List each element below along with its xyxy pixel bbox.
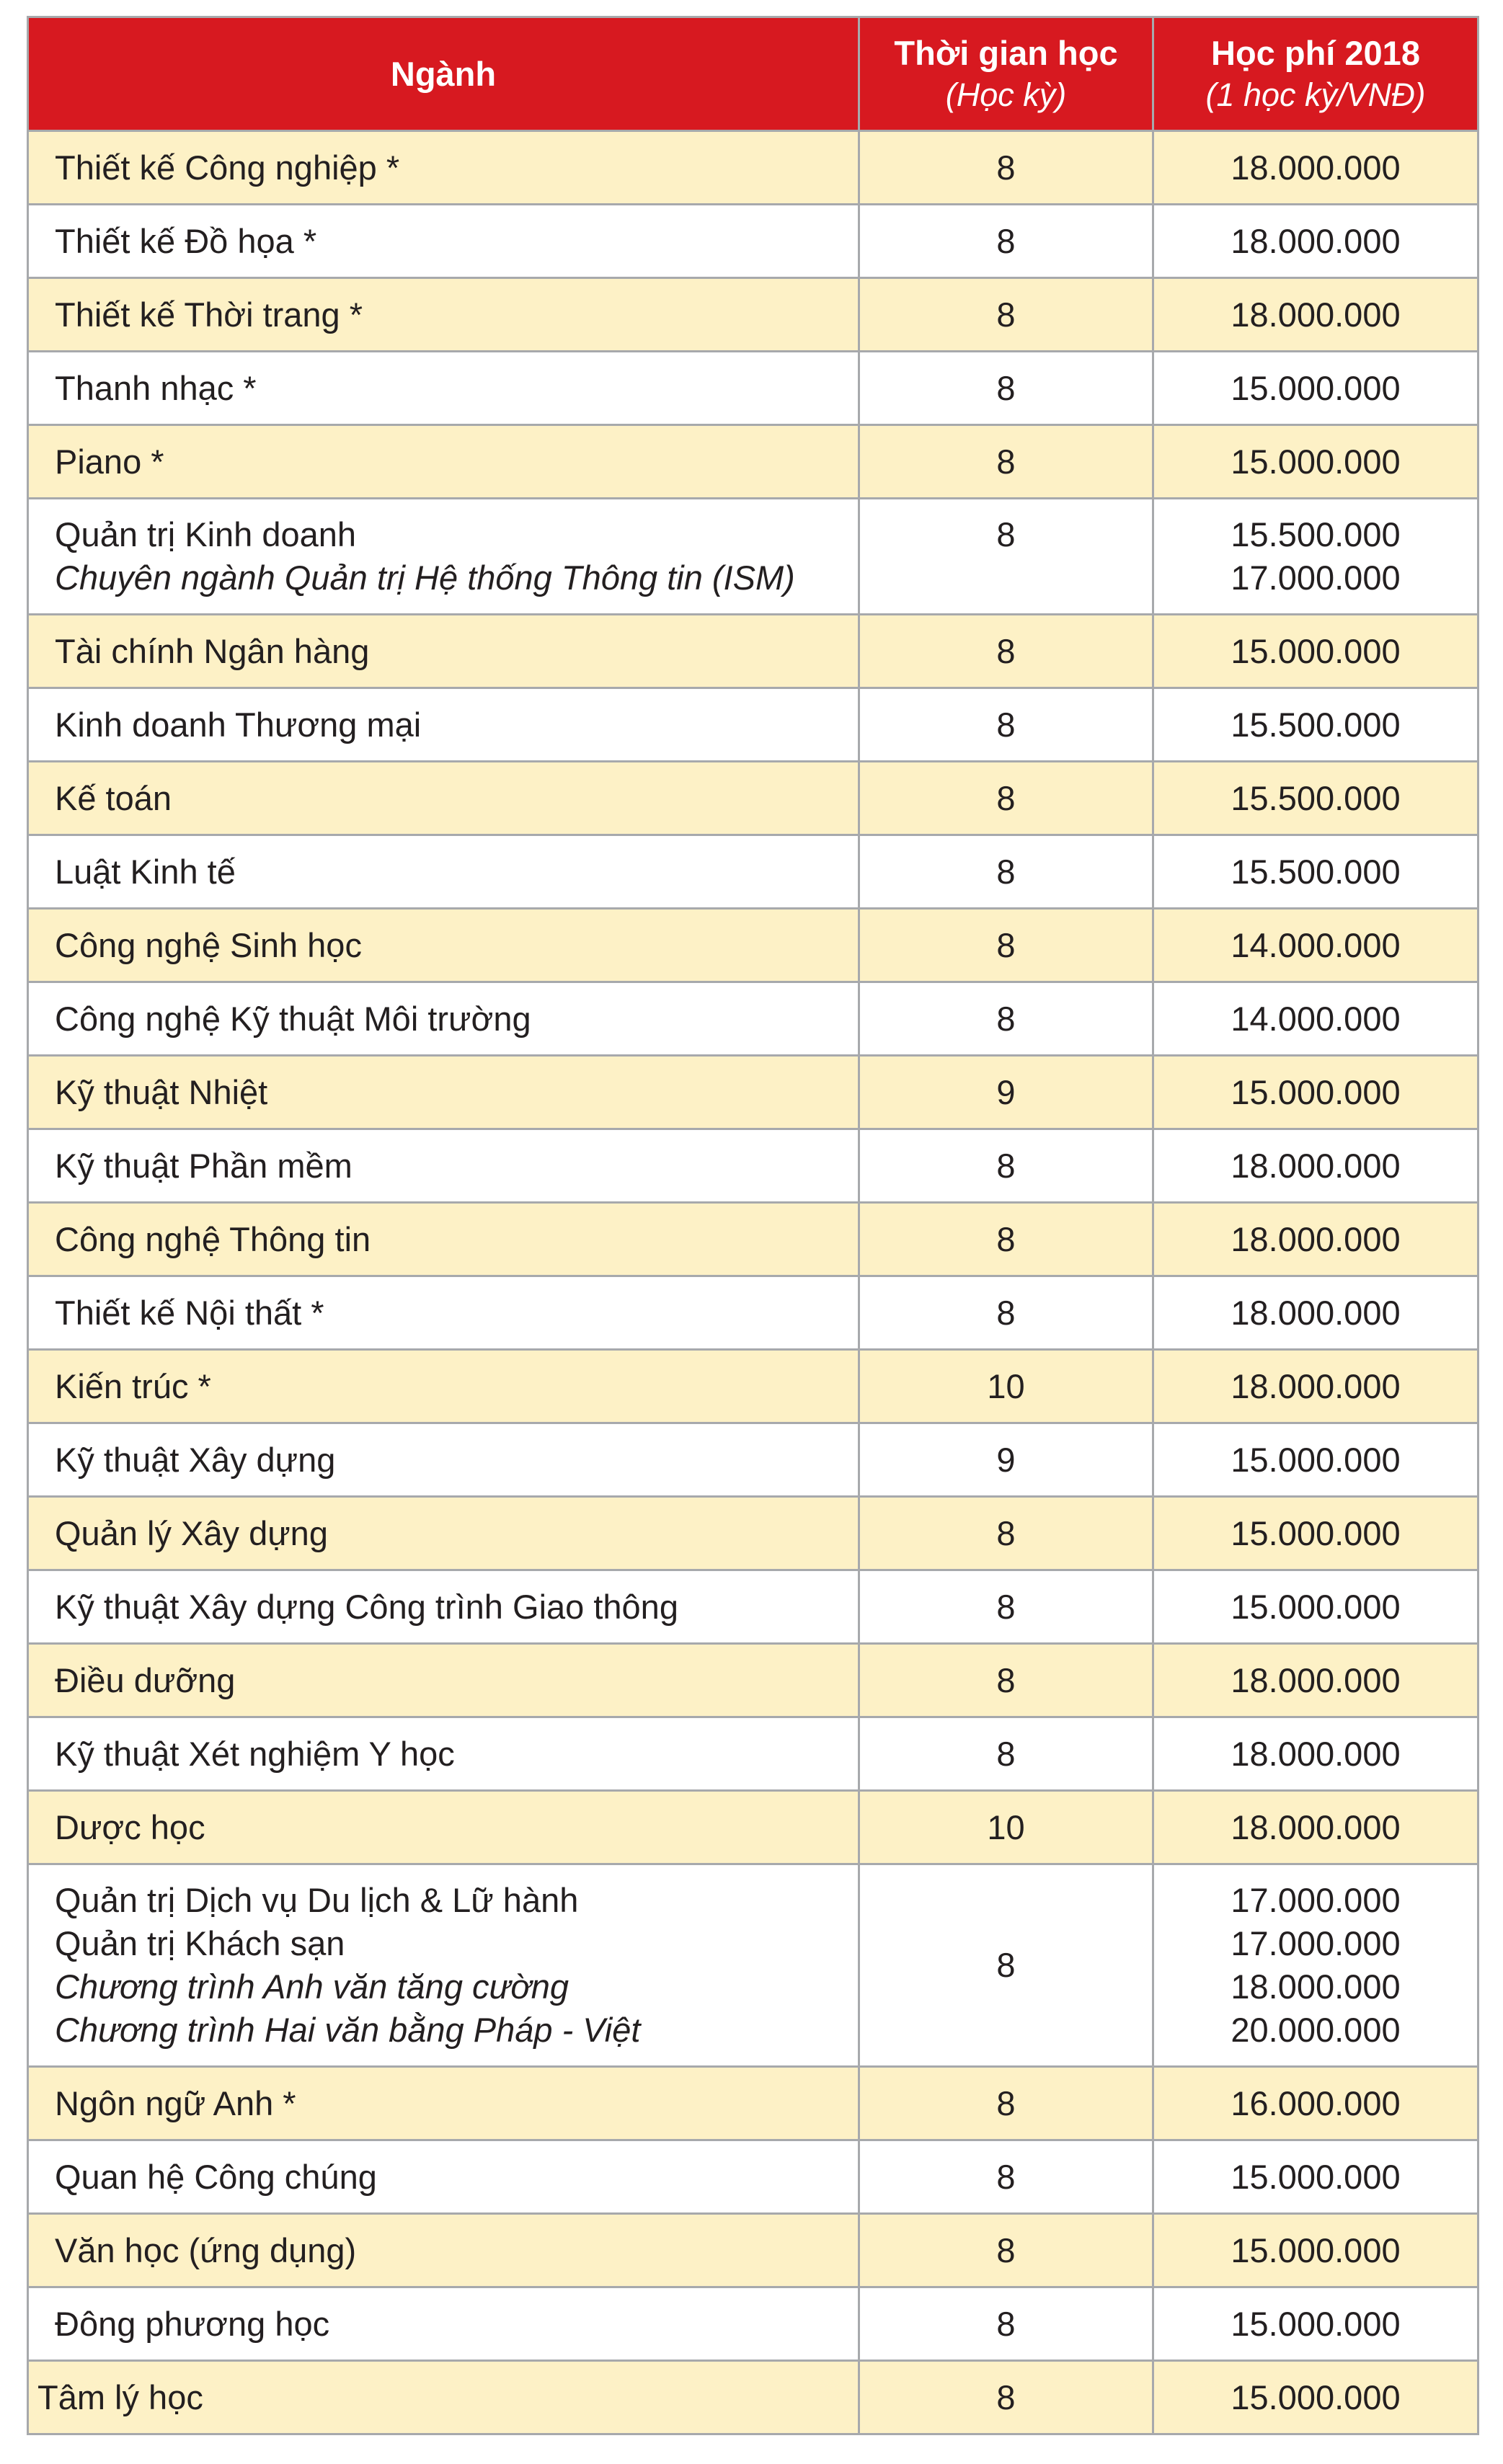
major-cell	[28, 1570, 859, 1644]
fee-value: 18.000.000	[1231, 148, 1401, 187]
duration-value: 8	[996, 1587, 1016, 1626]
major-name: Công nghệ Kỹ thuật Môi trường	[55, 999, 531, 1038]
duration-value: 9	[996, 1440, 1016, 1479]
header-fee-sublabel: (1 học kỳ/VNĐ)	[1205, 76, 1426, 113]
fee-value: 20.000.000	[1231, 2011, 1401, 2049]
fee-value: 17.000.000	[1231, 1924, 1401, 1962]
table-row	[28, 1129, 1478, 1203]
major-cell	[28, 2067, 859, 2140]
duration-cell	[859, 1276, 1153, 1350]
major-cell	[28, 909, 859, 982]
major-name: Kế toán	[55, 778, 172, 817]
table-row	[28, 499, 1478, 615]
duration-cell	[859, 982, 1153, 1056]
major-name: Thiết kế Công nghiệp *	[55, 148, 400, 187]
fee-value: 15.000.000	[1231, 1440, 1401, 1479]
fee-value: 18.000.000	[1231, 1967, 1401, 2006]
major-name: Công nghệ Thông tin	[55, 1219, 371, 1258]
duration-value: 8	[996, 221, 1016, 260]
fee-value: 14.000.000	[1231, 999, 1401, 1038]
fee-value: 17.000.000	[1231, 1881, 1401, 1919]
major-cell	[28, 278, 859, 352]
table-row	[28, 2214, 1478, 2287]
major-name: Thiết kế Nội thất *	[55, 1293, 324, 1332]
fee-cell	[1153, 278, 1478, 352]
header-duration-label: Thời gian học	[894, 33, 1118, 72]
table-row	[28, 909, 1478, 982]
major-cell	[28, 499, 859, 615]
table-row	[28, 425, 1478, 499]
fee-cell	[1153, 2214, 1478, 2287]
duration-value: 8	[996, 2231, 1016, 2269]
table-row	[28, 2287, 1478, 2361]
duration-cell	[859, 762, 1153, 835]
fee-value: 18.000.000	[1231, 1660, 1401, 1699]
major-cell	[28, 1276, 859, 1350]
fee-value: 18.000.000	[1231, 1219, 1401, 1258]
major-cell	[28, 982, 859, 1056]
fee-value: 15.000.000	[1231, 442, 1401, 481]
duration-cell	[859, 499, 1153, 615]
duration-value: 8	[996, 2304, 1016, 2343]
fee-cell	[1153, 1423, 1478, 1497]
duration-cell	[859, 835, 1153, 909]
fee-cell	[1153, 1791, 1478, 1864]
duration-value: 8	[996, 631, 1016, 670]
major-name: Tâm lý học	[37, 2378, 203, 2416]
duration-value: 8	[996, 2157, 1016, 2196]
duration-cell	[859, 1717, 1153, 1791]
duration-cell	[859, 909, 1153, 982]
duration-cell	[859, 1350, 1153, 1423]
fee-value: 15.500.000	[1231, 705, 1401, 744]
duration-cell	[859, 1423, 1153, 1497]
major-cell	[28, 1791, 859, 1864]
duration-cell	[859, 1644, 1153, 1717]
duration-cell	[859, 1203, 1153, 1276]
table-row	[28, 205, 1478, 278]
fee-cell	[1153, 615, 1478, 688]
major-name: Kiến trúc *	[55, 1366, 211, 1405]
duration-value: 8	[996, 778, 1016, 817]
duration-cell	[859, 2140, 1153, 2214]
major-name: Piano *	[55, 442, 164, 481]
fee-cell	[1153, 1644, 1478, 1717]
duration-cell	[859, 1056, 1153, 1129]
duration-value: 8	[996, 2083, 1016, 2122]
major-cell	[28, 1864, 859, 2067]
fee-value: 14.000.000	[1231, 925, 1401, 964]
duration-cell	[859, 1497, 1153, 1570]
major-name: Điều dưỡng	[55, 1660, 236, 1699]
fee-cell	[1153, 1864, 1478, 2067]
fee-cell	[1153, 1276, 1478, 1350]
header-major-label: Ngành	[390, 54, 497, 93]
duration-value: 8	[996, 705, 1016, 744]
table-row	[28, 615, 1478, 688]
duration-cell	[859, 2361, 1153, 2434]
duration-value: 9	[996, 1072, 1016, 1111]
table-row	[28, 2361, 1478, 2434]
table-row	[28, 2067, 1478, 2140]
table-row	[28, 1717, 1478, 1791]
major-cell	[28, 1423, 859, 1497]
duration-value: 8	[996, 1660, 1016, 1699]
fee-value: 15.000.000	[1231, 1587, 1401, 1626]
fee-cell	[1153, 1350, 1478, 1423]
fee-value: 18.000.000	[1231, 1293, 1401, 1332]
fee-cell	[1153, 1056, 1478, 1129]
major-name: Thiết kế Đồ họa *	[55, 221, 317, 260]
duration-value: 8	[996, 1293, 1016, 1332]
fee-value: 15.500.000	[1231, 778, 1401, 817]
duration-value: 8	[996, 1946, 1016, 1984]
duration-cell	[859, 1129, 1153, 1203]
major-cell	[28, 2287, 859, 2361]
duration-value: 8	[996, 852, 1016, 891]
table-row	[28, 1276, 1478, 1350]
duration-value: 8	[996, 925, 1016, 964]
table-row	[28, 131, 1478, 205]
duration-cell	[859, 2214, 1153, 2287]
major-cell	[28, 131, 859, 205]
fee-value: 15.000.000	[1231, 631, 1401, 670]
fee-value: 18.000.000	[1231, 1366, 1401, 1405]
fee-cell	[1153, 909, 1478, 982]
table-header	[28, 17, 1478, 131]
fee-value: 15.000.000	[1231, 2304, 1401, 2343]
table-row	[28, 1644, 1478, 1717]
duration-value: 8	[996, 1146, 1016, 1185]
major-name: Chương trình Hai văn bằng Pháp - Việt	[55, 2011, 641, 2049]
fee-cell	[1153, 352, 1478, 425]
duration-value: 8	[996, 442, 1016, 481]
fee-value: 15.000.000	[1231, 1072, 1401, 1111]
major-name: Chương trình Anh văn tăng cường	[55, 1967, 569, 2006]
major-name: Tài chính Ngân hàng	[55, 631, 370, 670]
duration-value: 8	[996, 368, 1016, 407]
fee-value: 17.000.000	[1231, 559, 1401, 597]
table-row	[28, 762, 1478, 835]
major-name: Kỹ thuật Xây dựng	[55, 1440, 336, 1479]
fee-cell	[1153, 1129, 1478, 1203]
major-cell	[28, 425, 859, 499]
fee-cell	[1153, 499, 1478, 615]
major-cell	[28, 1129, 859, 1203]
header-fee	[1153, 17, 1478, 131]
major-cell	[28, 1497, 859, 1570]
duration-cell	[859, 688, 1153, 762]
major-cell	[28, 762, 859, 835]
major-name: Quản trị Khách sạn	[55, 1924, 345, 1962]
table-row	[28, 352, 1478, 425]
duration-value: 8	[996, 2378, 1016, 2416]
duration-value: 10	[987, 1807, 1025, 1846]
table-row	[28, 835, 1478, 909]
table-row	[28, 982, 1478, 1056]
fee-cell	[1153, 1717, 1478, 1791]
fee-value: 15.000.000	[1231, 2378, 1401, 2416]
fee-cell	[1153, 2287, 1478, 2361]
header-duration-sublabel: (Học kỳ)	[945, 76, 1067, 113]
major-name: Kỹ thuật Phần mềm	[55, 1146, 353, 1185]
header-duration	[859, 17, 1153, 131]
major-name: Kinh doanh Thương mại	[55, 705, 422, 744]
major-cell	[28, 1717, 859, 1791]
fee-cell	[1153, 2140, 1478, 2214]
major-cell	[28, 1056, 859, 1129]
fee-cell	[1153, 982, 1478, 1056]
fee-cell	[1153, 1497, 1478, 1570]
duration-cell	[859, 205, 1153, 278]
table-row	[28, 2140, 1478, 2214]
major-name: Dược học	[55, 1807, 205, 1846]
major-name: Văn học (ứng dụng)	[55, 2231, 357, 2269]
fee-value: 18.000.000	[1231, 295, 1401, 334]
fee-cell	[1153, 762, 1478, 835]
duration-value: 10	[987, 1366, 1025, 1405]
table-body	[28, 131, 1478, 2434]
major-cell	[28, 615, 859, 688]
table-row	[28, 1203, 1478, 1276]
duration-cell	[859, 2067, 1153, 2140]
duration-value: 8	[996, 295, 1016, 334]
fee-value: 15.500.000	[1231, 852, 1401, 891]
table-row	[28, 278, 1478, 352]
duration-cell	[859, 425, 1153, 499]
duration-cell	[859, 278, 1153, 352]
duration-cell	[859, 1791, 1153, 1864]
fee-cell	[1153, 835, 1478, 909]
header-major	[28, 17, 859, 131]
fee-value: 18.000.000	[1231, 221, 1401, 260]
major-name: Luật Kinh tế	[55, 852, 236, 891]
major-name: Kỹ thuật Xét nghiệm Y học	[55, 1734, 455, 1773]
table-row	[28, 688, 1478, 762]
fee-cell	[1153, 2067, 1478, 2140]
major-cell	[28, 835, 859, 909]
fee-value: 18.000.000	[1231, 1146, 1401, 1185]
major-name: Kỹ thuật Xây dựng Công trình Giao thông	[55, 1587, 678, 1626]
fee-value: 15.000.000	[1231, 368, 1401, 407]
duration-value: 8	[996, 148, 1016, 187]
duration-cell	[859, 1570, 1153, 1644]
duration-cell	[859, 131, 1153, 205]
major-name: Quan hệ Công chúng	[55, 2157, 377, 2196]
duration-value: 8	[996, 515, 1016, 553]
duration-cell	[859, 1864, 1153, 2067]
fee-cell	[1153, 1570, 1478, 1644]
duration-cell	[859, 2287, 1153, 2361]
major-name: Đông phương học	[55, 2304, 330, 2343]
table-row	[28, 1056, 1478, 1129]
fee-cell	[1153, 205, 1478, 278]
fee-cell	[1153, 131, 1478, 205]
fee-value: 15.000.000	[1231, 2231, 1401, 2269]
fee-value: 18.000.000	[1231, 1807, 1401, 1846]
duration-value: 8	[996, 999, 1016, 1038]
major-cell	[28, 205, 859, 278]
fee-cell	[1153, 2361, 1478, 2434]
major-cell	[28, 1644, 859, 1717]
duration-value: 8	[996, 1219, 1016, 1258]
fee-value: 16.000.000	[1231, 2083, 1401, 2122]
fee-cell	[1153, 425, 1478, 499]
duration-value: 8	[996, 1513, 1016, 1552]
duration-cell	[859, 352, 1153, 425]
table-row	[28, 1864, 1478, 2067]
major-cell	[28, 2140, 859, 2214]
header-fee-label: Học phí 2018	[1211, 33, 1420, 72]
table-row	[28, 1791, 1478, 1864]
major-cell	[28, 688, 859, 762]
fee-value: 15.000.000	[1231, 1513, 1401, 1552]
table-row	[28, 1497, 1478, 1570]
major-name: Quản trị Dịch vụ Du lịch & Lữ hành	[55, 1881, 579, 1919]
major-cell	[28, 2361, 859, 2434]
table-row	[28, 1570, 1478, 1644]
major-name: Chuyên ngành Quản trị Hệ thống Thông tin (ISM)	[55, 559, 795, 597]
fee-cell	[1153, 688, 1478, 762]
header-row	[28, 17, 1478, 131]
fee-value: 18.000.000	[1231, 1734, 1401, 1773]
fee-cell	[1153, 1203, 1478, 1276]
major-cell	[28, 352, 859, 425]
major-cell	[28, 1203, 859, 1276]
major-name: Thanh nhạc *	[55, 368, 257, 407]
major-name: Thiết kế Thời trang *	[55, 295, 363, 334]
tuition-table	[27, 16, 1479, 2435]
duration-value: 8	[996, 1734, 1016, 1773]
duration-cell	[859, 615, 1153, 688]
major-cell	[28, 1350, 859, 1423]
major-name: Quản lý Xây dựng	[55, 1513, 328, 1552]
table-row	[28, 1423, 1478, 1497]
major-name: Ngôn ngữ Anh *	[55, 2083, 296, 2122]
major-name: Công nghệ Sinh học	[55, 925, 362, 964]
major-name: Kỹ thuật Nhiệt	[55, 1072, 268, 1111]
fee-value: 15.500.000	[1231, 515, 1401, 553]
table-row	[28, 1350, 1478, 1423]
fee-value: 15.000.000	[1231, 2157, 1401, 2196]
major-cell	[28, 2214, 859, 2287]
major-name: Quản trị Kinh doanh	[55, 515, 357, 553]
